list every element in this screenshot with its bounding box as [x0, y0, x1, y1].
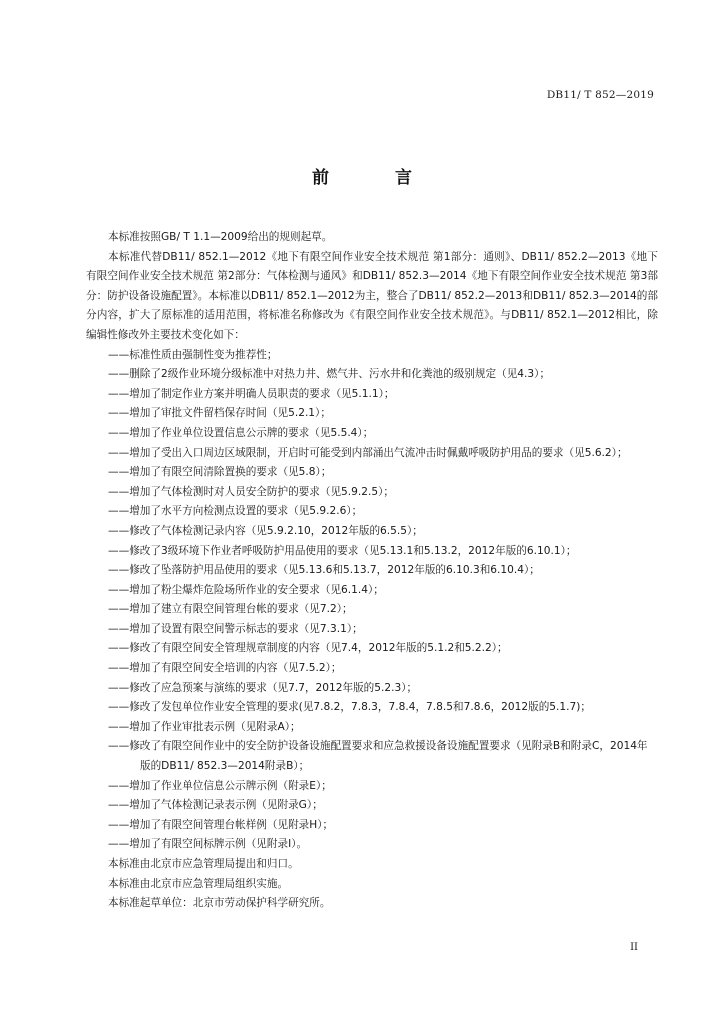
change-item: ——增加了粉尘爆炸危险场所作业的安全要求（见6.1.4）；	[108, 583, 384, 596]
change-item: ——增加了作业单位设置信息公示牌的要求（见5.5.4）；	[108, 426, 374, 439]
closing-paragraph: 本标准由北京市应急管理局提出和归口。	[108, 858, 299, 870]
change-item: ——增加了有限空间管理台帐样例（见附录H）；	[108, 818, 334, 831]
change-item: ——增加了有限空间清除置换的要求（见5.8）；	[108, 466, 332, 479]
change-item: ——增加了作业审批表示例（见附录A）；	[108, 720, 301, 733]
change-item: ——增加了作业单位信息公示牌示例（附录E）；	[108, 779, 332, 792]
change-item: ——修改了有限空间作业中的安全防护设备设施配置要求和应急救援设备设施配置要求（见附录B和附录C，2014年版的DB11/ 852.3—2014附录B）；	[108, 740, 648, 773]
change-item: ——增加了制定作业方案并明确人员职责的要求（见5.1.1）；	[108, 387, 395, 400]
paragraph: 本标准代替DB11/ 852.1—2012《地下有限空间作业安全技术规范 第1部分：通则》、DB11/ 852.2—2013《地下有限空间作业安全技术规范 第2部分：气体检测与通风》和DB11/ 852.3—2014《地下有限空间作业安全技术规范 第3部分：防护设备设施配置》。本标准以DB11/ 852.1—2012为主，整合了DB11/ 852.2—2013和DB11/ 852.3—2014的部分内容，扩大了原标准的适用范围，将标准名称修改为《有限空间作业安全技术规范》。与DB11/ 852.1—2012相比，除编辑性修改外主要技术变化如下：	[86, 250, 658, 341]
change-item: ——标准性质由强制性变为推荐性；	[108, 348, 278, 361]
change-item: ——增加了有限空间安全培训的内容（见7.5.2）；	[108, 662, 342, 675]
change-item: ——增加了建立有限空间管理台帐的要求（见7.2）；	[108, 603, 353, 616]
change-item: ——增加了受出入口周边区域限制，开启时可能受到内部涌出气流冲击时佩戴呼吸防护用品的要求（见5.6.2）；	[108, 446, 628, 459]
change-item: ——增加了气体检测记录表示例（见附录G）；	[108, 799, 323, 812]
closing-paragraph: 本标准起草单位：北京市劳动保护科学研究所。	[108, 897, 331, 910]
preface-body	[86, 228, 658, 914]
change-item: ——修改了有限空间安全管理规章制度的内容（见7.4，2012年版的5.1.2和5.2.2）；	[108, 642, 508, 655]
change-item: ——增加了有限空间标牌示例（见附录I）。	[108, 838, 308, 851]
change-item: ——修改了应急预案与演练的要求（见7.7，2012年版的5.2.3）；	[108, 681, 418, 694]
change-item: ——修改了气体检测记录内容（见5.9.2.10，2012年版的6.5.5）；	[108, 524, 423, 537]
change-item: ——修改了3级环境下作业者呼吸防护用品使用的要求（见5.13.1和5.13.2，2012年版的6.10.1）；	[108, 544, 577, 557]
closing-paragraph: 本标准由北京市应急管理局组织实施。	[108, 877, 289, 890]
standard-code-header: DB11/ T 852—2019	[546, 89, 654, 101]
change-item: ——增加了审批文件留档保存时间（见5.2.1）；	[108, 407, 331, 420]
change-item: ——增加了水平方向检测点设置的要求（见5.9.2.6）；	[108, 505, 363, 518]
page-number: II	[630, 942, 638, 953]
paragraph: 本标准按照GB/ T 1.1—2009给出的规则起草。	[108, 231, 333, 243]
change-item: ——增加了设置有限空间警示标志的要求（见7.3.1）；	[108, 622, 363, 635]
page-title: 前 言	[312, 168, 442, 188]
change-item: ——修改了坠落防护用品使用的要求（见5.13.6和5.13.7，2012年版的6.10.3和6.10.4）；	[108, 564, 540, 577]
change-item: ——删除了2级作业环境分级标准中对热力井、燃气井、污水井和化粪池的级别规定（见4.3）；	[108, 368, 551, 381]
change-item: ——修改了发包单位作业安全管理的要求(见7.8.2，7.8.3，7.8.4，7.8.5和7.8.6，2012版的5.1.7)；	[108, 701, 591, 714]
change-item: ——增加了气体检测时对人员安全防护的要求（见5.9.2.5）；	[108, 485, 395, 498]
